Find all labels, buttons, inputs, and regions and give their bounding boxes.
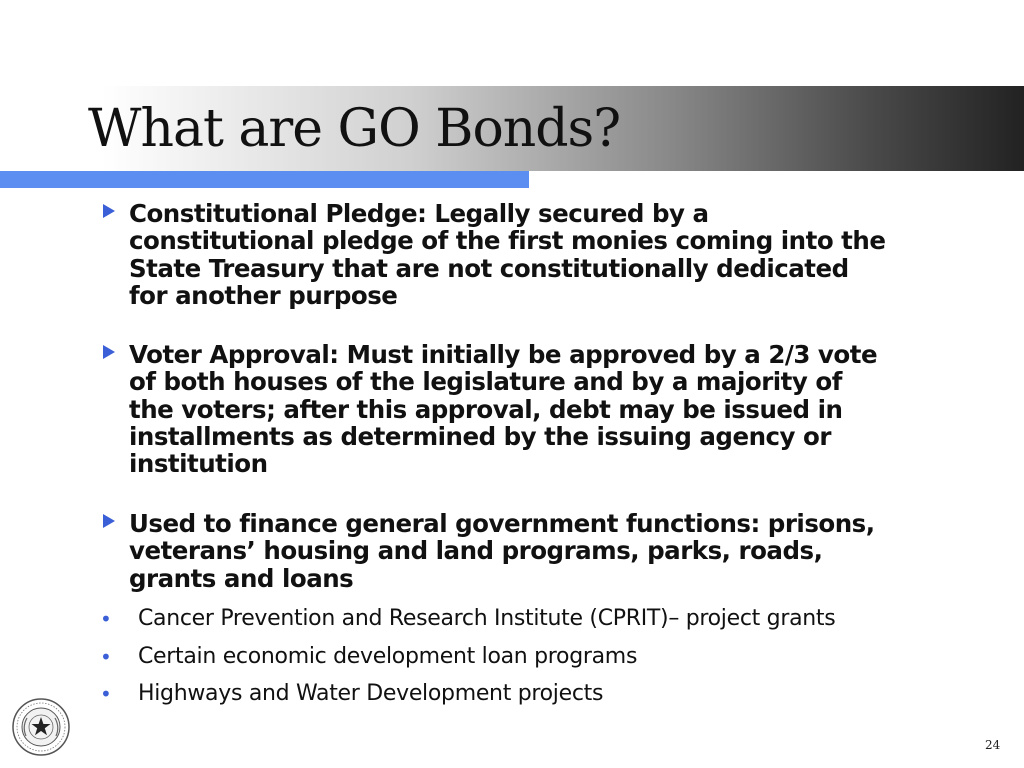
bullet-line: grants and loans bbox=[129, 563, 354, 593]
title-accent-bar bbox=[0, 171, 529, 188]
texas-state-seal-icon bbox=[12, 698, 70, 756]
sub-bullet-text: Certain economic development loan programs bbox=[138, 644, 638, 669]
bullet-text bbox=[129, 341, 979, 477]
bullet-text bbox=[129, 200, 979, 309]
bullet-line: the voters; after this approval, debt may be issued in bbox=[129, 394, 843, 424]
arrow-bullet-icon bbox=[103, 204, 115, 218]
page-number: 24 bbox=[985, 738, 1001, 752]
bullet-line: for another purpose bbox=[129, 280, 398, 310]
bullet-uses bbox=[100, 510, 979, 592]
bullet-line: institution bbox=[129, 449, 268, 479]
bullet-line: Voter Approval: Must initially be approved by a 2/3 vote bbox=[129, 340, 878, 369]
arrow-bullet-icon bbox=[103, 345, 115, 359]
bullet-voter-approval bbox=[100, 341, 979, 477]
bullet-line: Constitutional Pledge: Legally secured by a bbox=[129, 199, 709, 228]
bullet-text bbox=[129, 510, 979, 592]
bullet-line: of both houses of the legislature and by a majority of bbox=[129, 367, 842, 397]
arrow-bullet-icon bbox=[103, 514, 115, 528]
bullet-line: constitutional pledge of the first monies coming into the bbox=[129, 226, 886, 256]
dot-bullet-icon: • bbox=[100, 607, 112, 631]
sub-bullet-text: Cancer Prevention and Research Institute (CPRIT)– project grants bbox=[138, 606, 836, 631]
slide-title: What are GO Bonds? bbox=[88, 99, 621, 159]
bullet-line: State Treasury that are not constitutionally dedicated bbox=[129, 253, 849, 283]
sub-bullet-text: Highways and Water Development projects bbox=[138, 681, 604, 706]
bullet-line: veterans’ housing and land programs, parks, roads, bbox=[129, 536, 823, 566]
dot-bullet-icon: • bbox=[100, 682, 112, 706]
bullet-constitutional-pledge bbox=[100, 200, 979, 309]
bullet-line: Used to finance general government functions: prisons, bbox=[129, 509, 875, 538]
bullet-line: installments as determined by the issuing agency or bbox=[129, 421, 831, 451]
dot-bullet-icon: • bbox=[100, 645, 112, 669]
